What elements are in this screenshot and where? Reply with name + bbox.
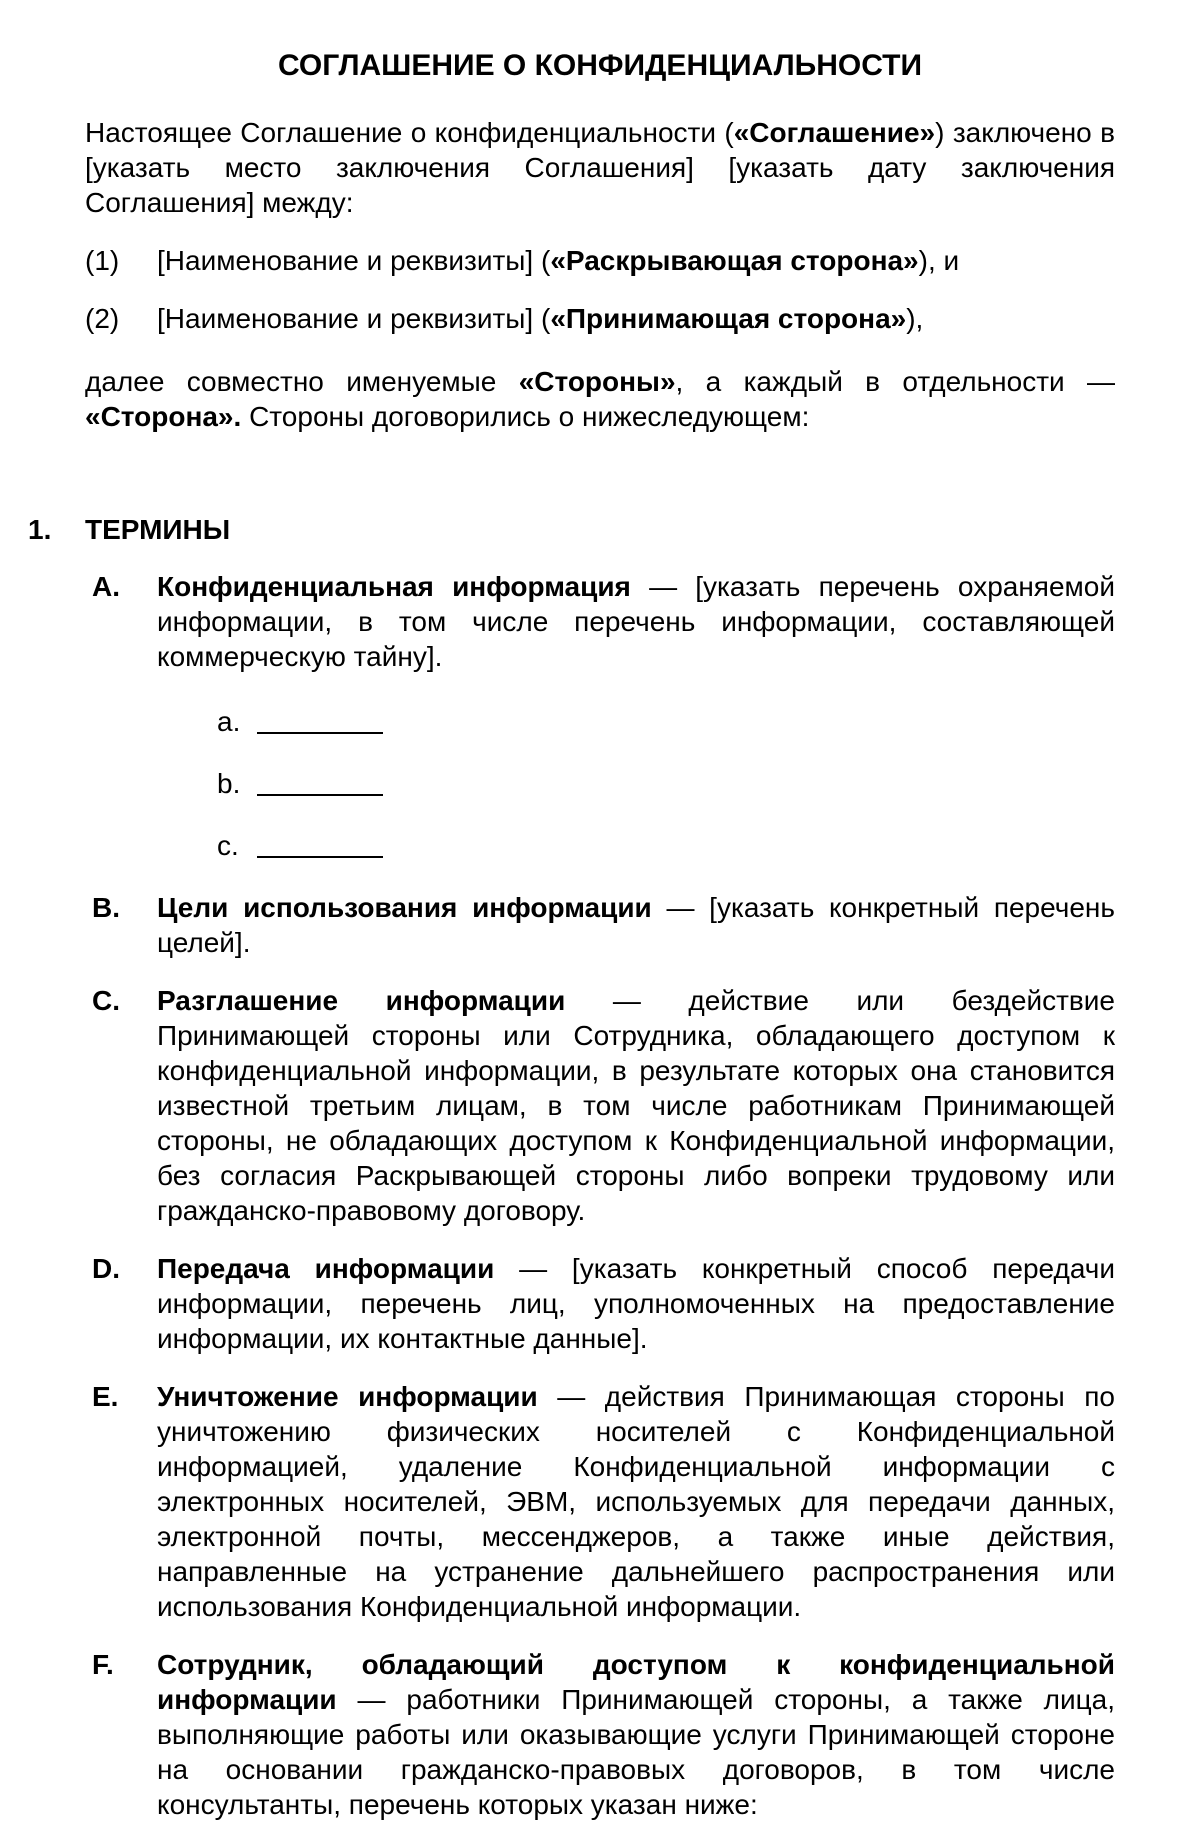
term-d-letter: D. (92, 1253, 120, 1284)
term-b-definition: — [указать конкретный перечень целей]. (157, 892, 1115, 958)
party-2-number: (2) (85, 303, 120, 334)
party-2-text-pre: [Наименование и реквизиты] ( (157, 303, 551, 334)
sub-item-c (85, 828, 1115, 863)
term-a-definition: — [указать перечень охраняемой информации, в том числе перечень информации, составляющей коммерческую тайну]. (157, 571, 1115, 672)
summary-text-post: Стороны договорились о нижеследующем: (241, 401, 810, 432)
document-title: СОГЛАШЕНИЕ О КОНФИДЕНЦИАЛЬНОСТИ (277, 49, 923, 82)
term-item-f (85, 1647, 1115, 1822)
sub-item-a-letter: a. (217, 706, 241, 737)
section-heading-terms (28, 512, 1115, 547)
term-item-d (85, 1251, 1115, 1356)
section-number: 1. (28, 514, 52, 545)
summary-text-pre: далее совместно именуемые (85, 366, 519, 397)
term-e-letter: E. (92, 1381, 119, 1412)
term-a-name: Конфиденциальная информация (157, 571, 631, 602)
parties-defined-term: «Стороны» (518, 366, 676, 397)
sub-item-b-letter: b. (217, 768, 241, 799)
disclosing-party-defined-term: «Раскрывающая сторона» (550, 245, 919, 276)
intro-text-pre: Настоящее Соглашение о конфиденциальности ( (85, 117, 734, 148)
party-item-1 (85, 243, 1115, 278)
term-a-letter: A. (92, 571, 120, 602)
term-e-name: Уничтожение информации (157, 1381, 538, 1412)
term-f-letter: F. (92, 1649, 114, 1680)
sub-item-b (85, 766, 1115, 801)
term-b-letter: B. (92, 892, 120, 923)
term-item-a (85, 569, 1115, 674)
term-c-definition: — действие или бездействие Принимающей стороны или Сотрудника, обладающего доступом к конфиденциальной информации, в результате которых она становится известной третьим лицам, в том числе работникам Принимающей стороны, не обладающих доступом к Конфиденциальной информации, без согласия Раскрывающей стороны либо вопреки трудовому или гражданско-правовому договору. (157, 985, 1115, 1226)
parties-summary-paragraph (85, 364, 1115, 434)
term-f-definition: — работники Принимающей стороны, а также лица, выполняющие работы или оказывающие услуги Принимающей стороне на основании гражданско-правовых договоров, в том числе консультанты, перечень которых указан ниже: (157, 1684, 1115, 1820)
term-d-definition: — [указать конкретный способ передачи информации, перечень лиц, уполномоченных на предоставление информации, их контактные данные]. (157, 1253, 1115, 1354)
party-item-2 (85, 301, 1115, 336)
blank-fill-line (257, 842, 383, 858)
intro-text-post: ) заключено в [указать место заключения Соглашения] [указать дату заключения Соглашения] между: (85, 117, 1115, 218)
receiving-party-defined-term: «Принимающая сторона» (550, 303, 907, 334)
party-1-text-pre: [Наименование и реквизиты] ( (157, 245, 551, 276)
blank-fill-line (257, 780, 383, 796)
term-item-c (85, 983, 1115, 1228)
sub-item-c-letter: c. (217, 830, 239, 861)
section-title: ТЕРМИНЫ (85, 514, 231, 545)
agreement-defined-term: «Соглашение» (733, 117, 936, 148)
party-1-text-post: ), и (918, 245, 960, 276)
party-2-text-post: ), (906, 303, 924, 334)
intro-paragraph (85, 115, 1115, 220)
term-f-name: Сотрудник, обладающий доступом к конфиденциальной информации (157, 1649, 1115, 1715)
term-item-e (85, 1379, 1115, 1624)
summary-text-mid: , а каждый в отдельности — (675, 366, 1115, 397)
party-1-number: (1) (85, 245, 120, 276)
term-d-name: Передача информации (157, 1253, 495, 1284)
sub-item-a (85, 704, 1115, 739)
term-item-b (85, 890, 1115, 960)
term-e-definition: — действия Принимающая стороны по уничтожению физических носителей с Конфиденциальной информацией, удаление Конфиденциальной информации с электронных носителей, ЭВМ, используемых для передачи данных, электронной почты, мессенджеров, а также иные действия, направленные на устранение дальнейшего распространения или использования Конфиденциальной информации. (157, 1381, 1115, 1622)
party-defined-term: «Сторона». (85, 401, 242, 432)
term-c-letter: C. (92, 985, 120, 1016)
term-c-name: Разглашение информации (157, 985, 566, 1016)
term-b-name: Цели использования информации (157, 892, 652, 923)
blank-fill-line (257, 718, 383, 734)
